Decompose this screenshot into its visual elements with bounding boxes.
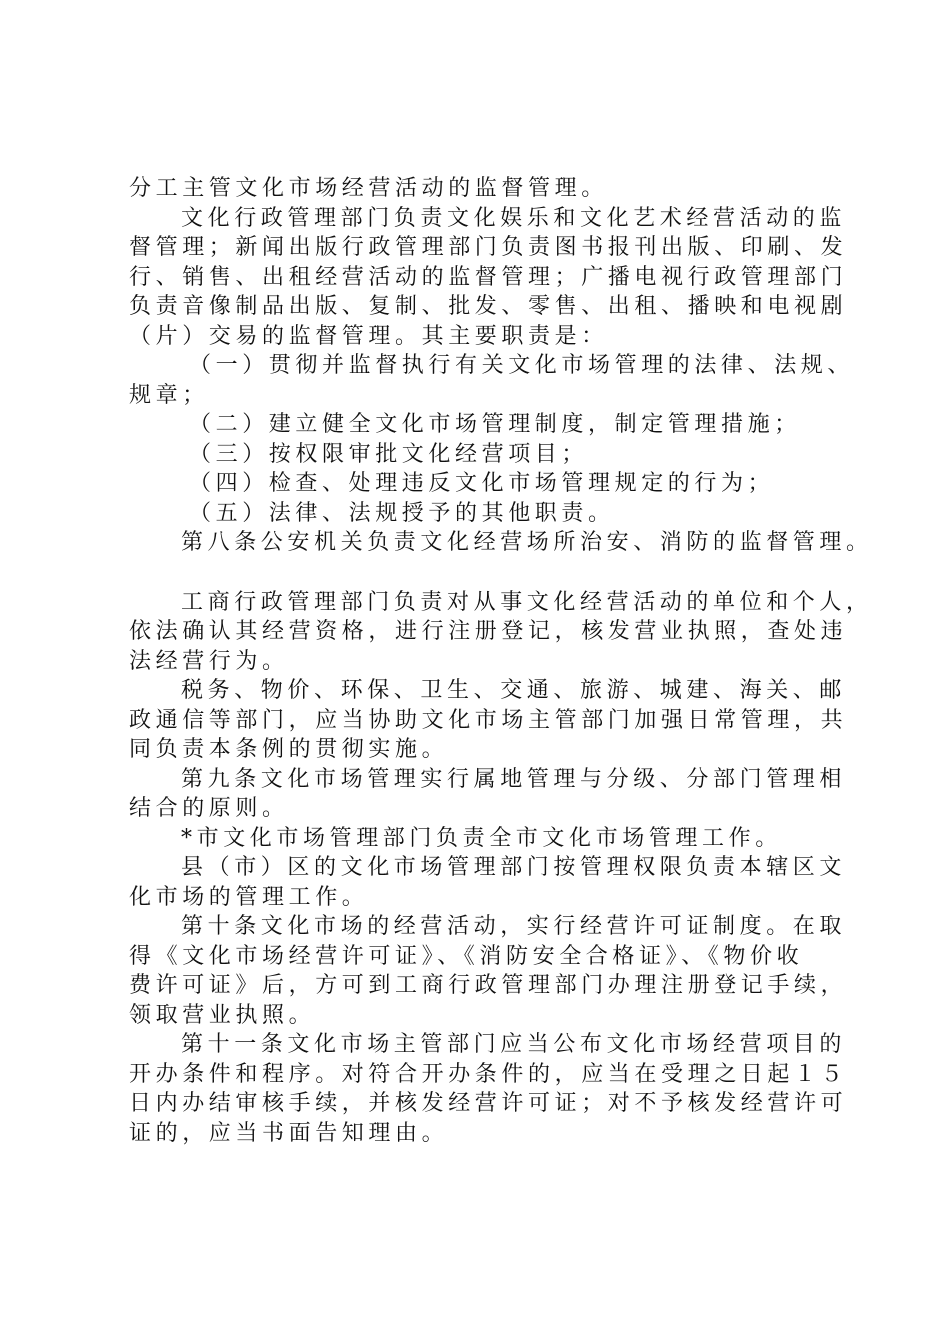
- text-line: 第九条文化市场管理实行属地管理与分级、分部门管理相: [181, 766, 847, 792]
- text-line: 文化行政管理部门负责文化娱乐和文化艺术经营活动的监: [181, 205, 847, 231]
- text-line: （一）贯彻并监督执行有关文化市场管理的法律、法规、: [189, 353, 855, 378]
- text-line: 第十一条文化市场主管部门应当公布文化市场经营项目的: [181, 1032, 847, 1057]
- text-line: 规章；: [129, 382, 209, 408]
- text-line: （二）建立健全文化市场管理制度，制定管理措施；: [189, 412, 801, 437]
- text-line: 督管理；新闻出版行政管理部门负责图书报刊出版、印刷、发: [129, 235, 848, 260]
- text-line: 证的，应当书面告知理由。: [129, 1120, 449, 1146]
- text-line: （五）法律、法规授予的其他职责。: [189, 500, 615, 526]
- text-line: 行、销售、出租经营活动的监督管理；广播电视行政管理部门: [129, 264, 848, 290]
- text-line: 得《文化市场经营许可证》、《消防安全合格证》、《物价收: [129, 943, 804, 969]
- text-line: 化市场的管理工作。: [129, 884, 369, 910]
- text-line: 法经营行为。: [129, 648, 289, 674]
- text-line: 依法确认其经营资格，进行注册登记，核发营业执照，查处违: [129, 619, 848, 644]
- text-line: 领取营业执照。: [129, 1002, 316, 1028]
- text-line: （片）交易的监督管理。其主要职责是：: [129, 323, 608, 349]
- text-line: 第十条文化市场的经营活动，实行经营许可证制度。在取: [181, 914, 847, 939]
- text-line: 费许可证》后，方可到工商行政管理部门办理注册登记手续，: [129, 973, 848, 998]
- text-line: 分工主管文化市场经营活动的监督管理。: [129, 176, 608, 201]
- text-line: 第八条公安机关负责文化经营场所治安、消防的监督管理。: [181, 530, 873, 555]
- text-line: 负责音像制品出版、复制、批发、零售、出租、播映和电视剧: [129, 294, 848, 319]
- text-line: 政通信等部门，应当协助文化市场主管部门加强日常管理，共: [129, 707, 848, 733]
- text-line: 结合的原则。: [129, 796, 289, 821]
- text-line: （四）检查、处理违反文化市场管理规定的行为；: [189, 471, 775, 496]
- text-line: （三）按权限审批文化经营项目；: [189, 441, 589, 467]
- text-line: 日内办结审核手续，并核发经营许可证；对不予核发经营许可: [129, 1091, 848, 1116]
- text-line: *市文化市场管理部门负责全市文化市场管理工作。: [181, 825, 782, 851]
- text-line: 开办条件和程序。对符合开办条件的，应当在受理之日起１５: [129, 1061, 848, 1087]
- text-line: 税务、物价、环保、卫生、交通、旅游、城建、海关、邮: [181, 678, 847, 703]
- text-line: 同负责本条例的贯彻实施。: [129, 737, 449, 762]
- paragraph-gap: [129, 558, 849, 588]
- document-body: [129, 174, 873, 1148]
- text-line: 县（市）区的文化市场管理部门按管理权限负责本辖区文: [181, 855, 847, 880]
- text-line: 工商行政管理部门负责对从事文化经营活动的单位和个人，: [181, 589, 873, 615]
